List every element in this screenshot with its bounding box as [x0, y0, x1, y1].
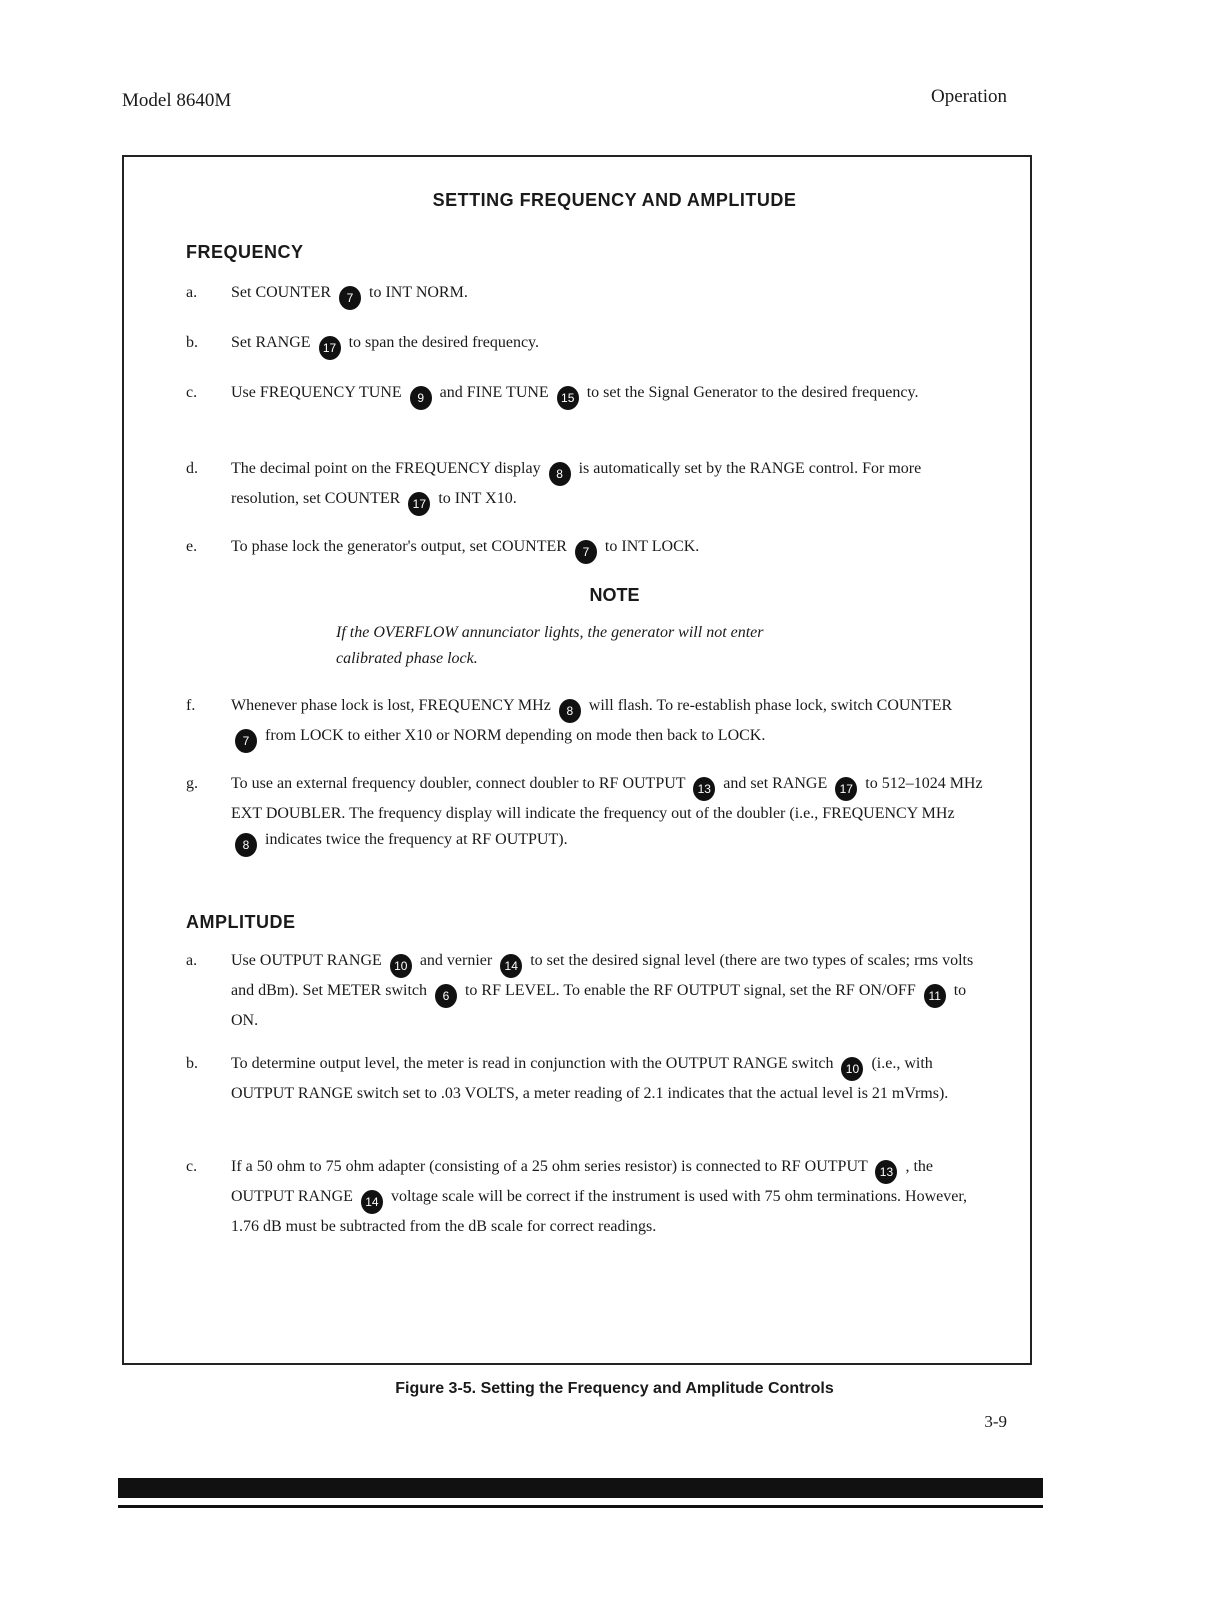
callout-number: 10 [841, 1057, 863, 1081]
figure-title: SETTING FREQUENCY AND AMPLITUDE [432, 190, 797, 210]
step-text: and FINE TUNE [439, 384, 549, 401]
callout-number: 13 [693, 777, 715, 801]
callout-number: 15 [557, 386, 579, 410]
step-text: to ON. [231, 982, 967, 1029]
callout-number: 8 [559, 699, 581, 723]
callout-number: 14 [361, 1190, 383, 1214]
header-section: Operation [931, 86, 1007, 107]
step-text: If a 50 ohm to 75 ohm adapter (consisting of a 25 ohm series resistor) is connected to RF OUTPUT [231, 1158, 868, 1175]
callout-number: 9 [410, 386, 432, 410]
step-text: To determine output level, the meter is read in conjunction with the OUTPUT RANGE switch [231, 1055, 834, 1072]
step-letter: g. [186, 775, 198, 792]
step-letter: b. [186, 334, 198, 351]
amplitude-heading: AMPLITUDE [186, 912, 296, 932]
callout-number: 7 [235, 729, 257, 753]
header-model: Model 8640M [122, 90, 232, 111]
step-text: to span the desired frequency. [348, 334, 540, 351]
note-text: If the OVERFLOW annunciator lights, the generator will not enter calibrated phase lock. [336, 624, 764, 667]
step-text: To phase lock the generator's output, set COUNTER [231, 538, 567, 555]
step-letter: c. [186, 1158, 198, 1175]
step-text: is automatically set by the RANGE control. For more resolution, set COUNTER [231, 460, 922, 507]
step-letter: c. [186, 384, 198, 401]
step-text: to RF LEVEL. To enable the RF OUTPUT signal, set the RF ON/OFF [464, 982, 916, 999]
step-text: from LOCK to either X10 or NORM depending on mode then back to LOCK. [265, 727, 766, 744]
step-text: Use FREQUENCY TUNE [231, 384, 402, 401]
step-text: Use OUTPUT RANGE [231, 952, 382, 969]
step-text: To use an external frequency doubler, connect doubler to RF OUTPUT [231, 775, 686, 792]
callout-number: 7 [575, 540, 597, 564]
step-text: to set the Signal Generator to the desired frequency. [586, 384, 919, 401]
step-letter: b. [186, 1055, 198, 1072]
step-text: indicates twice the frequency at RF OUTPUT). [265, 831, 568, 848]
callout-number: 11 [924, 984, 946, 1008]
callout-number: 10 [390, 954, 412, 978]
step-text: will flash. To re-establish phase lock, switch COUNTER [588, 697, 953, 714]
step-text: (i.e., with OUTPUT RANGE switch set to .03 VOLTS, a meter reading of 2.1 indicates that the actual level is 21 mVrms). [231, 1055, 949, 1102]
step-text: Set COUNTER [231, 284, 331, 301]
callout-number: 14 [500, 954, 522, 978]
callout-number: 8 [549, 462, 571, 486]
step-letter: d. [186, 460, 198, 477]
page-number: 3-9 [984, 1412, 1007, 1431]
callout-number: 17 [408, 492, 430, 516]
step-text: to INT X10. [438, 490, 517, 507]
step-letter: a. [186, 952, 198, 969]
frequency-heading: FREQUENCY [186, 242, 304, 262]
note-heading: NOTE [589, 585, 640, 605]
footer-bar [118, 1478, 1043, 1498]
step-text: , the OUTPUT RANGE [231, 1158, 934, 1205]
step-letter: e. [186, 538, 198, 555]
step-text: The decimal point on the FREQUENCY display [231, 460, 541, 477]
callout-number: 7 [339, 286, 361, 310]
figure-caption: Figure 3-5. Setting the Frequency and Amplitude Controls [395, 1380, 834, 1397]
callout-number: 13 [875, 1160, 897, 1184]
callout-number: 17 [319, 336, 341, 360]
step-text: and set RANGE [723, 775, 828, 792]
step-text: to 512–1024 MHz EXT DOUBLER. The frequency display will indicate the frequency out of the doubler (i.e., FREQUENCY MHz [231, 775, 983, 822]
callout-number: 17 [835, 777, 857, 801]
step-text: to INT NORM. [369, 284, 468, 301]
step-text: to set the desired signal level (there are two types of scales; rms volts and dBm). Set METER switch [231, 952, 974, 999]
step-text: voltage scale will be correct if the instrument is used with 75 ohm terminations. However, 1.76 dB must be subtracted from the dB scale for correct readings. [231, 1188, 968, 1235]
step-text: Whenever phase lock is lost, FREQUENCY MHz [231, 697, 551, 714]
step-letter: f. [186, 697, 196, 714]
step-text: Set RANGE [231, 334, 311, 351]
step-text: and vernier [419, 952, 493, 969]
step-letter: a. [186, 284, 198, 301]
callout-number: 8 [235, 833, 257, 857]
callout-number: 6 [435, 984, 457, 1008]
footer-rule [118, 1505, 1043, 1508]
step-text: to INT LOCK. [604, 538, 700, 555]
